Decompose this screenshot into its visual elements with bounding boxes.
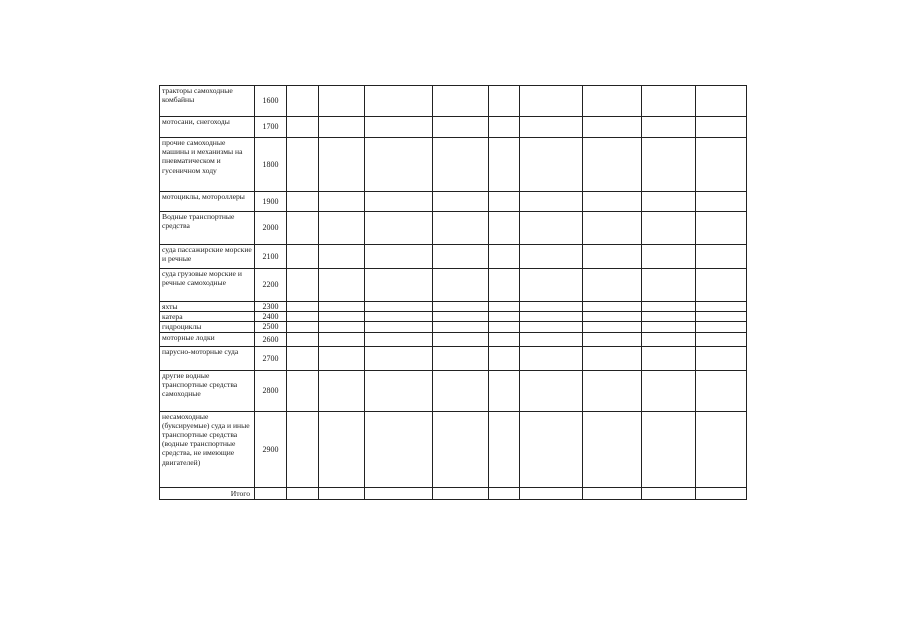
empty-value-cell: [520, 245, 583, 269]
empty-value-cell: [433, 370, 489, 411]
empty-value-cell: [489, 86, 520, 117]
empty-value-cell: [642, 322, 696, 332]
empty-value-cell: [489, 192, 520, 212]
empty-value-cell: [696, 212, 747, 245]
empty-value-cell: [287, 332, 319, 346]
empty-value-cell: [696, 86, 747, 117]
empty-value-cell: [696, 312, 747, 322]
empty-value-cell: [287, 370, 319, 411]
row-name-cell: суда грузовые морские и речные самоходные: [160, 269, 255, 302]
empty-value-cell: [489, 212, 520, 245]
table-row: [160, 86, 747, 117]
empty-value-cell: [583, 245, 642, 269]
empty-value-cell: [319, 370, 365, 411]
row-name-cell: другие водные транспортные средства самоходные: [160, 370, 255, 411]
row-code-cell: 2300: [255, 302, 287, 312]
empty-value-cell: [642, 212, 696, 245]
empty-value-cell: [583, 117, 642, 138]
empty-value-cell: [583, 86, 642, 117]
empty-value-cell: [365, 332, 433, 346]
empty-value-cell: [365, 245, 433, 269]
empty-value-cell: [433, 411, 489, 487]
row-code-cell: 1700: [255, 117, 287, 138]
empty-value-cell: [319, 322, 365, 332]
table-row: [160, 370, 747, 411]
empty-value-cell: [433, 117, 489, 138]
table-row: [160, 302, 747, 312]
empty-value-cell: [520, 332, 583, 346]
row-code-cell: 2200: [255, 269, 287, 302]
empty-value-cell: [319, 411, 365, 487]
empty-value-cell: [489, 322, 520, 332]
empty-value-cell: [520, 487, 583, 499]
table-row: [160, 411, 747, 487]
empty-value-cell: [287, 86, 319, 117]
empty-value-cell: [642, 332, 696, 346]
empty-value-cell: [365, 370, 433, 411]
empty-value-cell: [319, 86, 365, 117]
empty-value-cell: [583, 346, 642, 370]
row-code-cell: 2400: [255, 312, 287, 322]
empty-value-cell: [583, 212, 642, 245]
empty-value-cell: [287, 138, 319, 192]
empty-value-cell: [365, 86, 433, 117]
empty-value-cell: [642, 192, 696, 212]
empty-value-cell: [365, 322, 433, 332]
empty-value-cell: [287, 245, 319, 269]
empty-value-cell: [520, 302, 583, 312]
empty-value-cell: [365, 411, 433, 487]
empty-value-cell: [489, 117, 520, 138]
row-name-cell: моторные лодки: [160, 332, 255, 346]
empty-value-cell: [433, 245, 489, 269]
empty-value-cell: [642, 487, 696, 499]
empty-value-cell: [365, 212, 433, 245]
empty-value-cell: [583, 370, 642, 411]
vehicle-table: [159, 85, 747, 500]
empty-value-cell: [696, 346, 747, 370]
empty-value-cell: [433, 269, 489, 302]
empty-value-cell: [287, 346, 319, 370]
empty-value-cell: [319, 117, 365, 138]
table-row: [160, 192, 747, 212]
row-code-cell: 2700: [255, 346, 287, 370]
empty-value-cell: [365, 192, 433, 212]
empty-value-cell: [583, 138, 642, 192]
empty-value-cell: [642, 302, 696, 312]
table-row: [160, 346, 747, 370]
row-code-cell: 1800: [255, 138, 287, 192]
empty-value-cell: [642, 346, 696, 370]
table-row: [160, 332, 747, 346]
empty-value-cell: [642, 117, 696, 138]
table-row: [160, 138, 747, 192]
empty-value-cell: [489, 302, 520, 312]
empty-value-cell: [696, 245, 747, 269]
row-code-cell: 1600: [255, 86, 287, 117]
row-code-cell: 2600: [255, 332, 287, 346]
empty-value-cell: [489, 487, 520, 499]
empty-value-cell: [319, 212, 365, 245]
empty-value-cell: [365, 302, 433, 312]
empty-value-cell: [365, 487, 433, 499]
table-row: [160, 487, 747, 499]
empty-value-cell: [642, 86, 696, 117]
empty-value-cell: [520, 117, 583, 138]
empty-value-cell: [520, 138, 583, 192]
empty-value-cell: [489, 138, 520, 192]
empty-value-cell: [696, 269, 747, 302]
empty-value-cell: [433, 86, 489, 117]
empty-value-cell: [319, 245, 365, 269]
empty-value-cell: [642, 312, 696, 322]
empty-value-cell: [583, 411, 642, 487]
empty-value-cell: [696, 370, 747, 411]
empty-value-cell: [433, 302, 489, 312]
row-name-cell: Итого: [160, 487, 255, 499]
empty-value-cell: [520, 346, 583, 370]
empty-value-cell: [696, 302, 747, 312]
empty-value-cell: [696, 322, 747, 332]
row-name-cell: мотоциклы, мотороллеры: [160, 192, 255, 212]
empty-value-cell: [433, 138, 489, 192]
empty-value-cell: [365, 346, 433, 370]
table-row: [160, 312, 747, 322]
empty-value-cell: [520, 212, 583, 245]
empty-value-cell: [433, 322, 489, 332]
empty-value-cell: [365, 269, 433, 302]
empty-value-cell: [583, 487, 642, 499]
empty-value-cell: [365, 138, 433, 192]
row-code-cell: 2100: [255, 245, 287, 269]
empty-value-cell: [696, 332, 747, 346]
empty-value-cell: [642, 245, 696, 269]
empty-value-cell: [319, 269, 365, 302]
empty-value-cell: [489, 245, 520, 269]
empty-value-cell: [433, 212, 489, 245]
empty-value-cell: [489, 312, 520, 322]
row-code-cell: 2500: [255, 322, 287, 332]
row-code-cell: [255, 487, 287, 499]
empty-value-cell: [520, 269, 583, 302]
empty-value-cell: [583, 269, 642, 302]
empty-value-cell: [319, 487, 365, 499]
row-code-cell: 1900: [255, 192, 287, 212]
empty-value-cell: [642, 269, 696, 302]
empty-value-cell: [319, 346, 365, 370]
empty-value-cell: [696, 487, 747, 499]
empty-value-cell: [319, 302, 365, 312]
empty-value-cell: [583, 192, 642, 212]
empty-value-cell: [520, 86, 583, 117]
empty-value-cell: [489, 269, 520, 302]
empty-value-cell: [696, 192, 747, 212]
empty-value-cell: [287, 269, 319, 302]
table-row: [160, 245, 747, 269]
row-name-cell: тракторы самоходные комбайны: [160, 86, 255, 117]
empty-value-cell: [489, 346, 520, 370]
row-name-cell: несамоходные (буксируемые) суда и иные транспортные средства (водные транспортные средства, не имеющие двигателей): [160, 411, 255, 487]
empty-value-cell: [696, 411, 747, 487]
empty-value-cell: [287, 411, 319, 487]
empty-value-cell: [583, 322, 642, 332]
empty-value-cell: [696, 117, 747, 138]
empty-value-cell: [319, 192, 365, 212]
empty-value-cell: [520, 322, 583, 332]
row-code-cell: 2800: [255, 370, 287, 411]
empty-value-cell: [433, 346, 489, 370]
row-name-cell: парусно-моторные суда: [160, 346, 255, 370]
empty-value-cell: [365, 117, 433, 138]
empty-value-cell: [433, 487, 489, 499]
row-name-cell: гидроциклы: [160, 322, 255, 332]
empty-value-cell: [287, 117, 319, 138]
empty-value-cell: [319, 332, 365, 346]
row-name-cell: яхты: [160, 302, 255, 312]
table-row: [160, 117, 747, 138]
empty-value-cell: [583, 302, 642, 312]
table-row: [160, 212, 747, 245]
empty-value-cell: [642, 370, 696, 411]
empty-value-cell: [583, 332, 642, 346]
row-code-cell: 2900: [255, 411, 287, 487]
empty-value-cell: [287, 302, 319, 312]
row-name-cell: суда пассажирские морские и речные: [160, 245, 255, 269]
empty-value-cell: [287, 487, 319, 499]
empty-value-cell: [365, 312, 433, 322]
empty-value-cell: [319, 138, 365, 192]
empty-value-cell: [489, 370, 520, 411]
empty-value-cell: [319, 312, 365, 322]
empty-value-cell: [489, 411, 520, 487]
row-code-cell: 2000: [255, 212, 287, 245]
row-name-cell: Водные транспортные средства: [160, 212, 255, 245]
row-name-cell: прочие самоходные машины и механизмы на пневматическом и гусеничном ходу: [160, 138, 255, 192]
empty-value-cell: [642, 138, 696, 192]
empty-value-cell: [642, 411, 696, 487]
empty-value-cell: [696, 138, 747, 192]
empty-value-cell: [287, 192, 319, 212]
empty-value-cell: [489, 332, 520, 346]
empty-value-cell: [287, 322, 319, 332]
table-row: [160, 269, 747, 302]
empty-value-cell: [433, 312, 489, 322]
empty-value-cell: [287, 212, 319, 245]
empty-value-cell: [433, 332, 489, 346]
row-name-cell: мотосани, снегоходы: [160, 117, 255, 138]
empty-value-cell: [287, 312, 319, 322]
empty-value-cell: [583, 312, 642, 322]
empty-value-cell: [520, 192, 583, 212]
row-name-cell: катера: [160, 312, 255, 322]
table-row: [160, 322, 747, 332]
empty-value-cell: [433, 192, 489, 212]
empty-value-cell: [520, 370, 583, 411]
empty-value-cell: [520, 411, 583, 487]
empty-value-cell: [520, 312, 583, 322]
